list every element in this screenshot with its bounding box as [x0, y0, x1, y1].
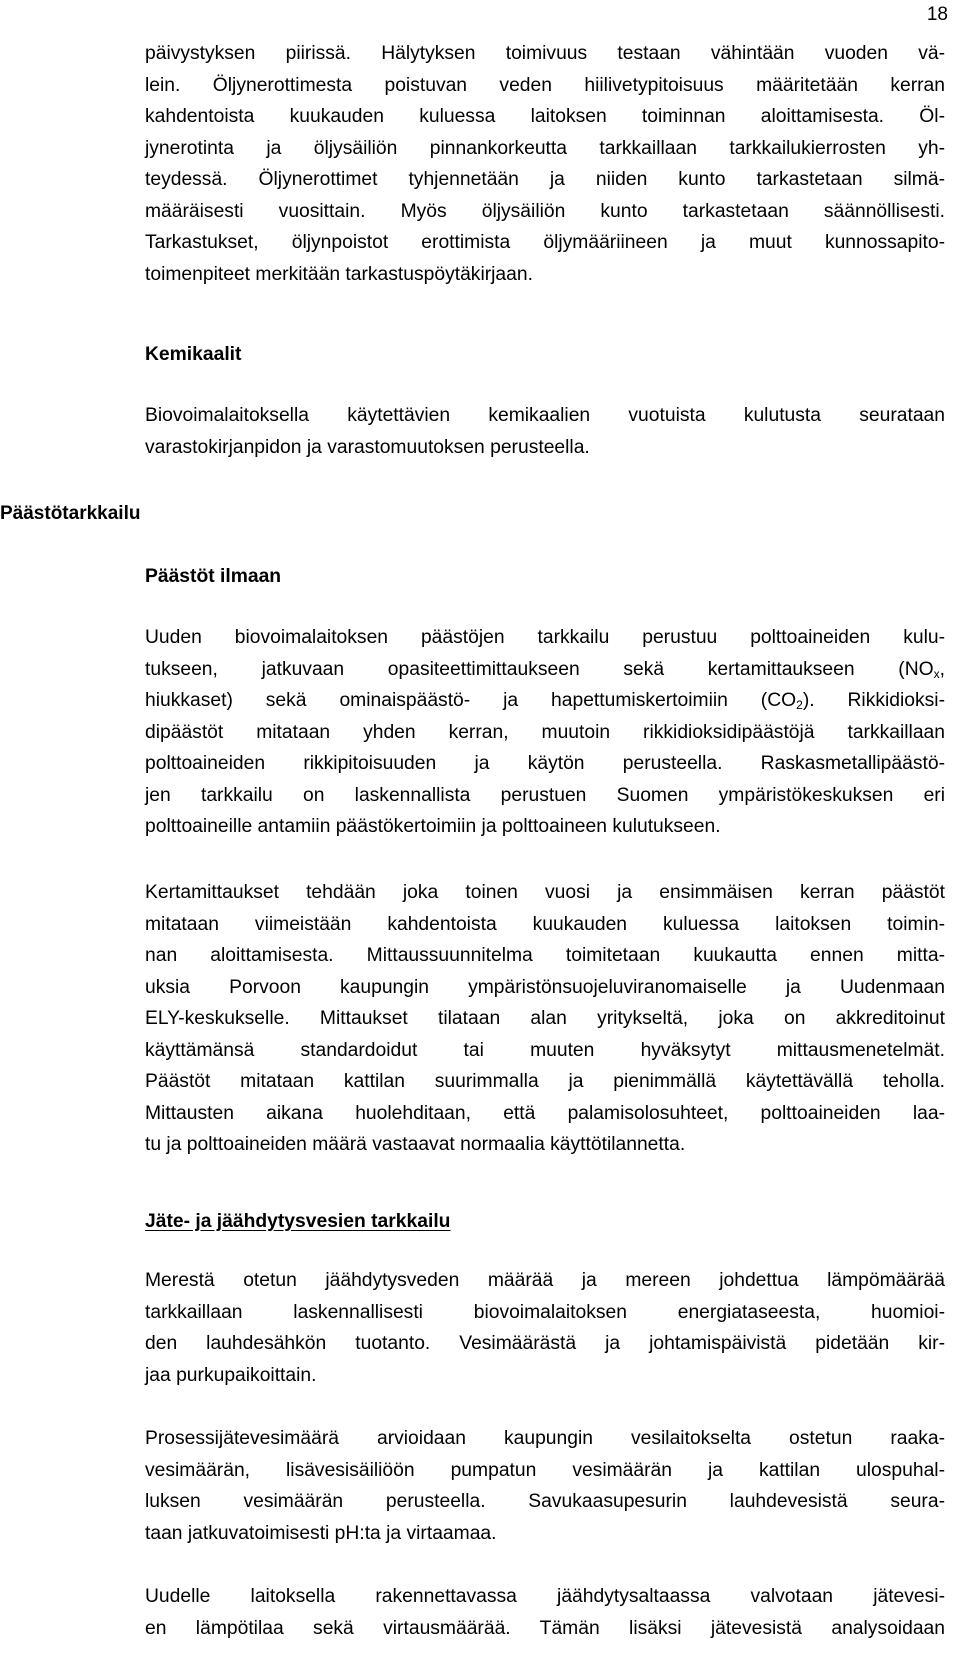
- page-number: 18: [926, 4, 948, 25]
- subscript: 2: [796, 698, 803, 712]
- text-segment: hiukkaset) sekä ominaispäästö- ja hapettumiskertoimiin (CO: [145, 690, 797, 711]
- text-line: Merestä otetun jäähdytysveden määrää ja mereen johdettua lämpömäärää: [145, 1270, 945, 1291]
- text-line: jen tarkkailu on laskennallista perustuen Suomen ympäristökeskuksen eri: [145, 784, 945, 806]
- paragraph-paastot-ilmaan: [145, 622, 945, 843]
- paragraph-prosessijatevesi: [145, 1423, 945, 1549]
- text-line: varastokirjanpidon ja varastomuutoksen perusteella.: [145, 436, 590, 458]
- text-line: käyttämänsä standardoidut tai muuten hyväksytyt mittausmenetelmät.: [145, 1039, 945, 1061]
- text-line: mitataan viimeistään kahdentoista kuukauden kuluessa laitoksen toimin-: [145, 913, 945, 935]
- paragraph-kertamittaukset: [145, 877, 945, 1161]
- text-line: päivystyksen piirissä. Hälytyksen toimivuus testaan vähintään vuoden vä-: [145, 43, 945, 64]
- text-line: lein. Öljynerottimesta poistuvan veden hiilivetypitoisuus määritetään kerran: [145, 74, 945, 96]
- heading-jate-jaahdytysvedet: Jäte- ja jäähdytysvesien tarkkailu: [145, 1211, 451, 1232]
- text-line: uksia Porvoon kaupungin ympäristönsuojeluviranomaiselle ja Uudenmaan: [145, 976, 945, 998]
- paragraph-kemikaalit: [145, 400, 945, 463]
- text-line: [145, 685, 945, 717]
- heading-kemikaalit: Kemikaalit: [145, 344, 242, 365]
- text-line: teydessä. Öljynerottimet tyhjennetään ja niiden kunto tarkastetaan silmä-: [145, 169, 945, 190]
- text-segment: ). Rikkidioksi-: [802, 690, 945, 711]
- text-line: Biovoimalaitoksella käytettävien kemikaalien vuotuista kulutusta seurataan: [145, 405, 945, 426]
- text-line: den lauhdesähkön tuotanto. Vesimäärästä ja johtamispäivistä pidetään kir-: [145, 1333, 945, 1354]
- text-segment: tukseen, jatkuvaan opasiteettimittaukseen sekä kertamittaukseen (NO: [145, 658, 934, 680]
- text-line: taan jatkuvatoimisesti pH:ta ja virtaamaa.: [145, 1522, 497, 1544]
- paragraph-jaahdytysallas: [145, 1581, 945, 1644]
- text-line: polttoaineille antamiin päästökertoimiin ja polttoaineen kulutukseen.: [145, 816, 721, 837]
- text-line: määräisesti vuosittain. Myös öljysäiliön kunto tarkastetaan säännöllisesti.: [145, 200, 945, 222]
- subscript: x: [933, 666, 940, 681]
- text-line: luksen vesimäärän perusteella. Savukaasupesurin lauhdevesistä seura-: [145, 1491, 945, 1512]
- text-line: Tarkastukset, öljynpoistot erottimista öljymääriineen ja muut kunnossapito-: [145, 232, 945, 253]
- text-line: Kertamittaukset tehdään joka toinen vuosi ja ensimmäisen kerran päästöt: [145, 882, 945, 903]
- text-line: Uudelle laitoksella rakennettavassa jäähdytysaltaassa valvotaan jätevesi-: [145, 1586, 945, 1607]
- text-line: [145, 654, 945, 686]
- text-line: tarkkaillaan laskennallisesti biovoimalaitoksen energiataseesta, huomioi-: [145, 1301, 945, 1323]
- text-line: Mittausten aikana huolehditaan, että palamisolosuhteet, polttoaineiden laa-: [145, 1102, 945, 1124]
- text-segment: ,: [939, 658, 945, 680]
- text-line: jaa purkupaikoittain.: [145, 1364, 317, 1386]
- paragraph-jaahdytysvesi: [145, 1265, 945, 1391]
- text-line: dipäästöt mitataan yhden kerran, muutoin rikkidioksidipäästöjä tarkkaillaan: [145, 721, 945, 743]
- text-line: nan aloittamisesta. Mittaussuunnitelma toimitetaan kuukautta ennen mitta-: [145, 945, 945, 966]
- paragraph-intro: [145, 38, 945, 290]
- text-line: Uuden biovoimalaitoksen päästöjen tarkkailu perustuu polttoaineiden kulu-: [145, 627, 945, 648]
- text-line: en lämpötilaa sekä virtausmäärää. Tämän lisäksi jätevesistä analysoidaan: [145, 1617, 945, 1639]
- text-line: kahdentoista kuukauden kuluessa laitoksen toiminnan aloittamisesta. Öl-: [145, 106, 945, 127]
- text-line: Prosessijätevesimäärä arvioidaan kaupungin vesilaitokselta ostetun raaka-: [145, 1428, 945, 1449]
- heading-paastot-ilmaan: Päästöt ilmaan: [145, 566, 282, 587]
- text-line: tu ja polttoaineiden määrä vastaavat normaalia käyttötilannetta.: [145, 1134, 686, 1155]
- text-line: toimenpiteet merkitään tarkastuspöytäkirjaan.: [145, 263, 533, 285]
- text-line: polttoaineiden rikkipitoisuuden ja käytön perusteella. Raskasmetallipäästö-: [145, 753, 945, 774]
- text-line: ELY-keskukselle. Mittaukset tilataan alan yritykseltä, joka on akkreditoinut: [145, 1008, 945, 1029]
- text-line: vesimäärän, lisävesisäiliöön pumpatun vesimäärän ja kattilan ulospuhal-: [145, 1459, 945, 1481]
- side-heading: Päästötarkkailu: [0, 503, 141, 524]
- text-line: jynerotinta ja öljysäiliön pinnankorkeutta tarkkaillaan tarkkailukierrosten yh-: [145, 137, 945, 159]
- text-line: Päästöt mitataan kattilan suurimmalla ja pienimmällä käytettävällä teholla.: [145, 1071, 945, 1092]
